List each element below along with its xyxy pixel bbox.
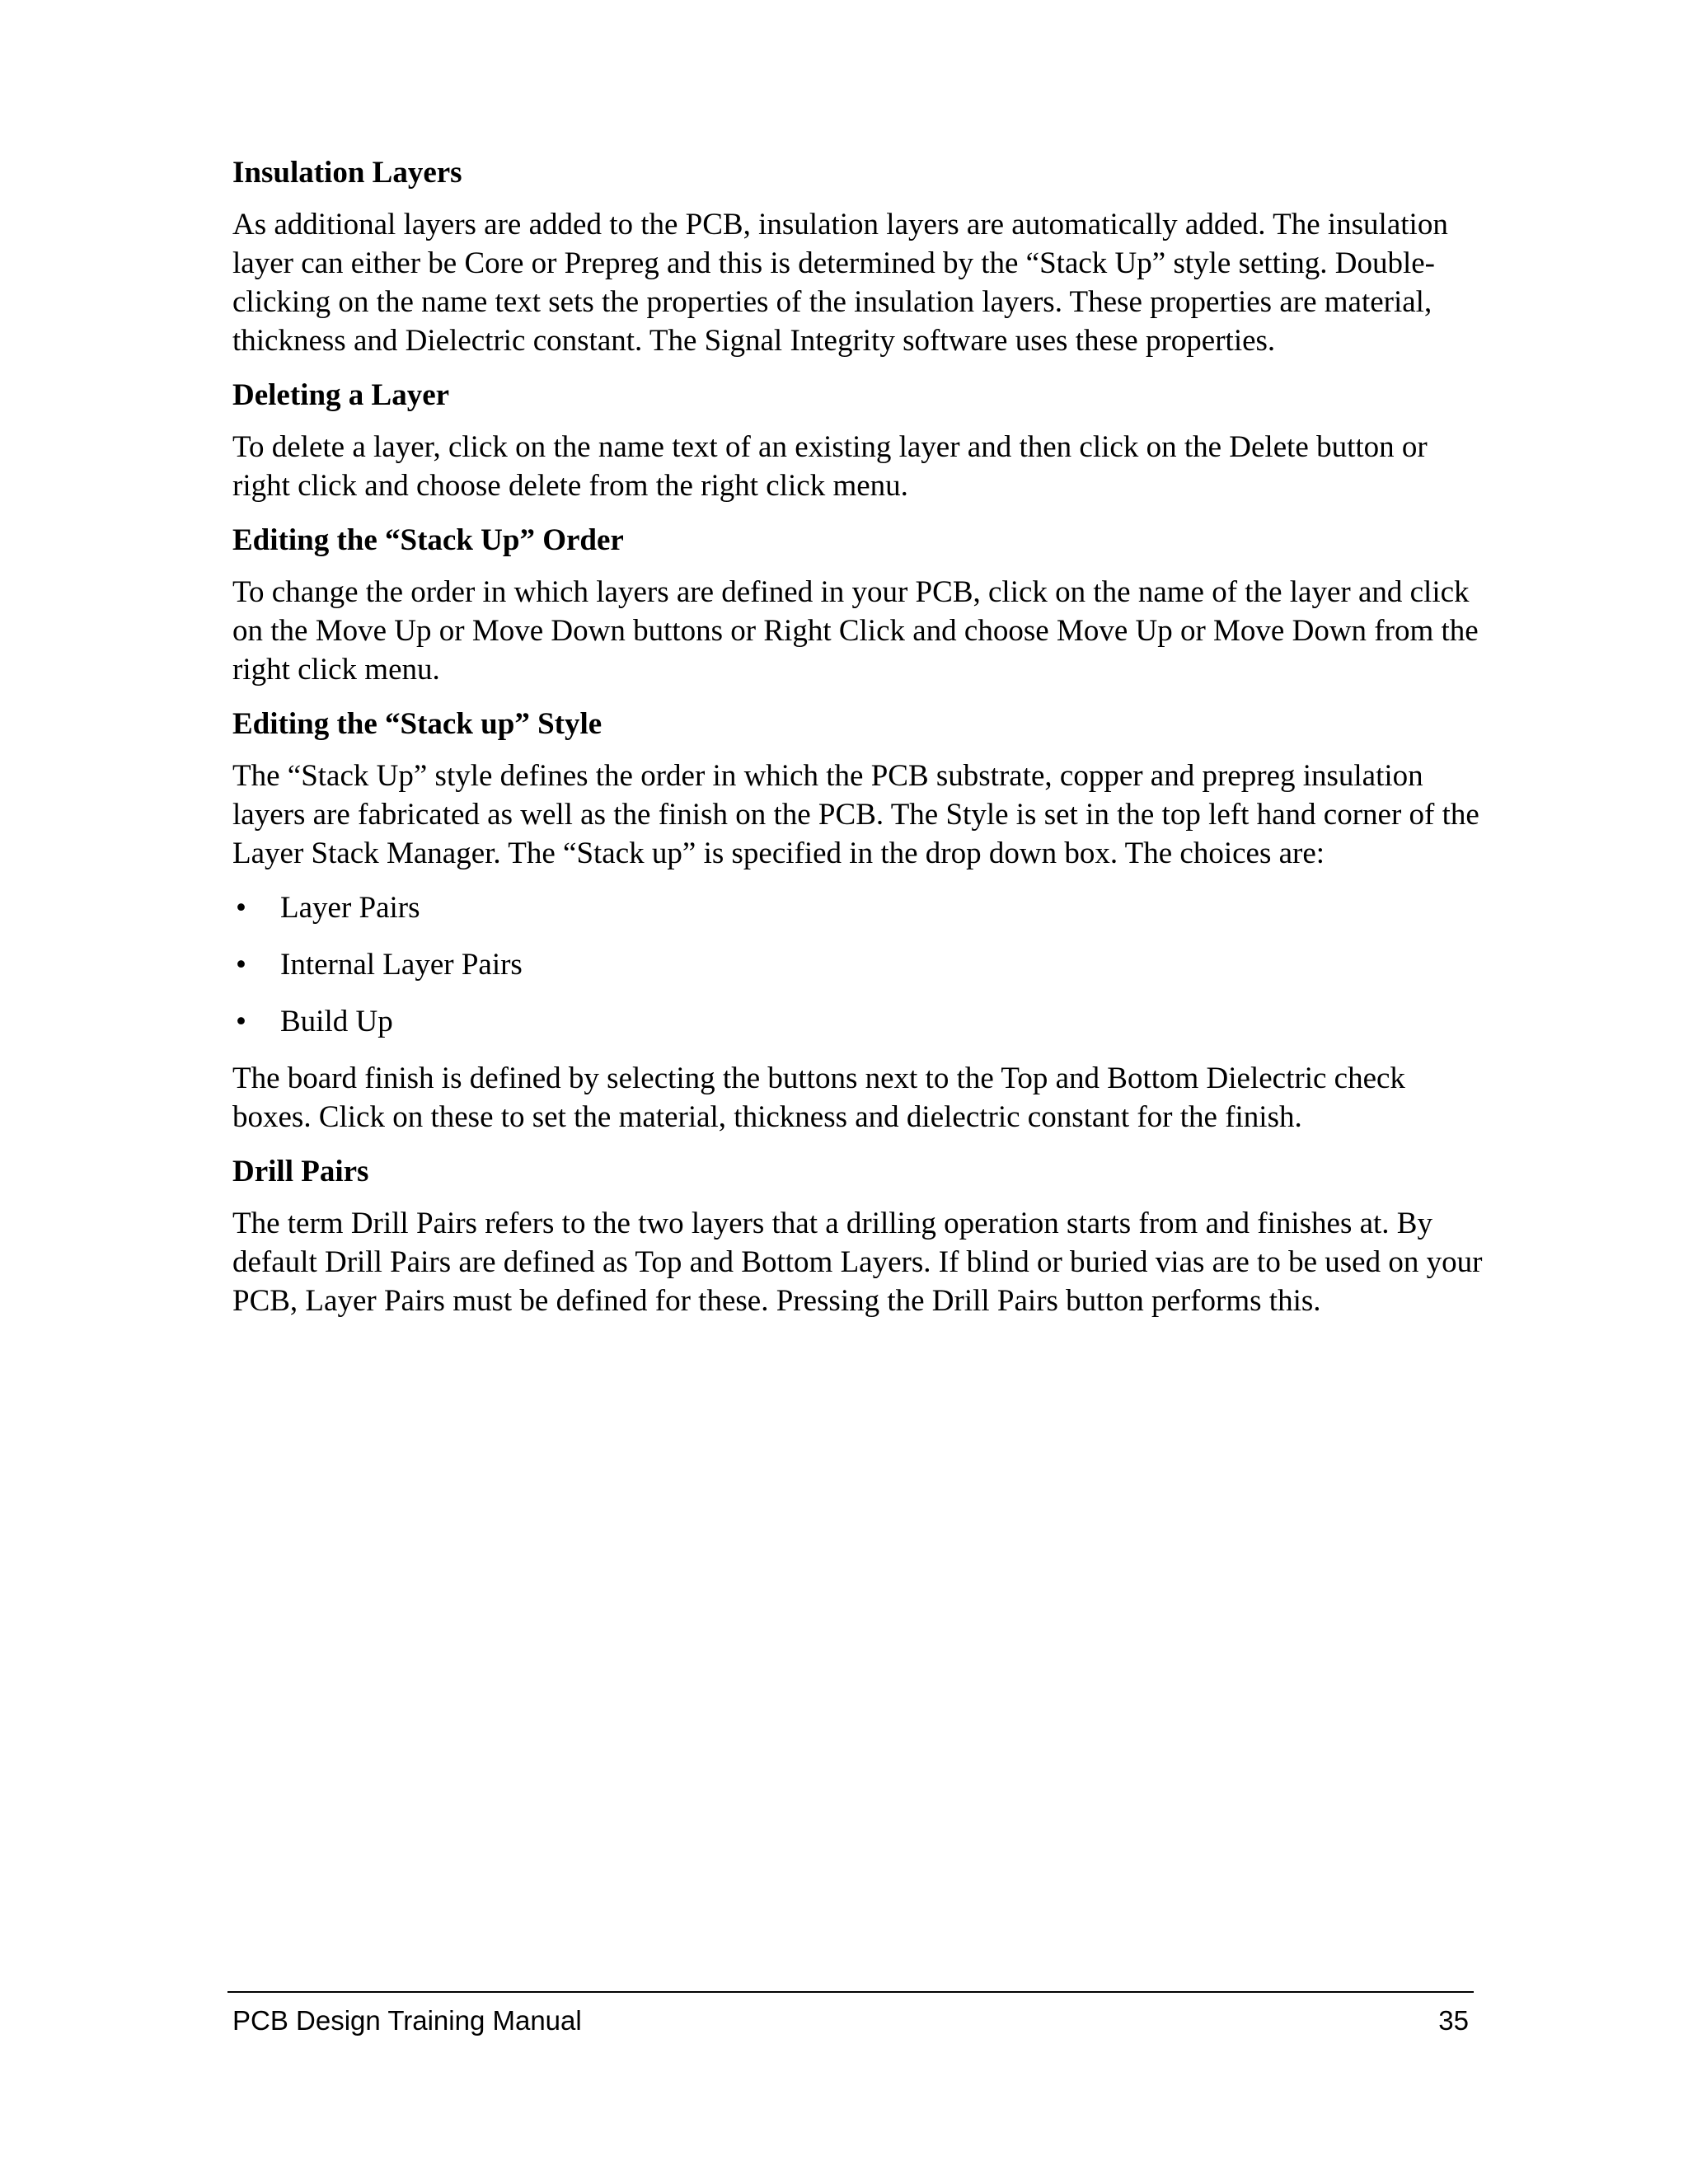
page-number: 35 [1438, 2005, 1469, 2036]
paragraph: The term Drill Pairs refers to the two layers that a drilling operation starts from and finishes at. By default Drill Pairs are defined as Top and Bottom Layers. If blind or buried vias are to be used on your PCB, Layer Pairs must be defined for these. Pressing the Drill Pairs button performs this. [232, 1207, 1483, 1318]
section-heading: Deleting a Layer [232, 378, 450, 412]
list-item [232, 1002, 1485, 1041]
list-item [232, 945, 1485, 984]
section-editing-stack-up-style [232, 705, 1485, 1137]
section-insulation-layers [232, 153, 1485, 360]
section-deleting-a-layer [232, 376, 1485, 505]
section-editing-stack-up-order [232, 521, 1485, 689]
page-content [232, 153, 1485, 1336]
paragraph: The board finish is defined by selecting the buttons next to the Top and Bottom Dielectric check boxes. Click on these to set the material, thickness and dielectric constant for the finish. [232, 1062, 1405, 1134]
paragraph: As additional layers are added to the PCB, insulation layers are automatically added. The insulation layer can either be Core or Prepreg and this is determined by the “Stack Up” style setting. Double-clicking on the name text sets the properties of the insulation layers. These properties are material, thickness and Dielectric constant. The Signal Integrity software uses these properties. [232, 208, 1448, 358]
bullet-icon: • [236, 948, 246, 982]
list-item-text: Layer Pairs [280, 891, 420, 925]
footer-divider [227, 1991, 1474, 1993]
list-item [232, 888, 1485, 927]
paragraph: To change the order in which layers are defined in your PCB, click on the name of the layer and click on the Move Up or Move Down buttons or Right Click and choose Move Up or Move Down from the right click menu. [232, 575, 1479, 687]
footer-title: PCB Design Training Manual [232, 2005, 582, 2036]
list-item-text: Build Up [280, 1005, 393, 1038]
paragraph: To delete a layer, click on the name text of an existing layer and then click on the Delete button or right click and choose delete from the right click menu. [232, 430, 1428, 503]
section-heading: Insulation Layers [232, 156, 462, 190]
section-heading: Editing the “Stack up” Style [232, 707, 603, 741]
section-heading: Editing the “Stack Up” Order [232, 523, 624, 557]
bullet-icon: • [236, 1005, 246, 1038]
bullet-icon: • [236, 891, 246, 925]
stack-up-choices-list [232, 888, 1485, 1041]
list-item-text: Internal Layer Pairs [280, 948, 523, 982]
section-drill-pairs [232, 1152, 1485, 1320]
paragraph: The “Stack Up” style defines the order in which the PCB substrate, copper and prepreg insulation layers are fabricated as well as the finish on the PCB. The Style is set in the top left hand corner of the Layer Stack Manager. The “Stack up” is specified in the drop down box. The choices are: [232, 759, 1479, 870]
section-heading: Drill Pairs [232, 1155, 369, 1188]
